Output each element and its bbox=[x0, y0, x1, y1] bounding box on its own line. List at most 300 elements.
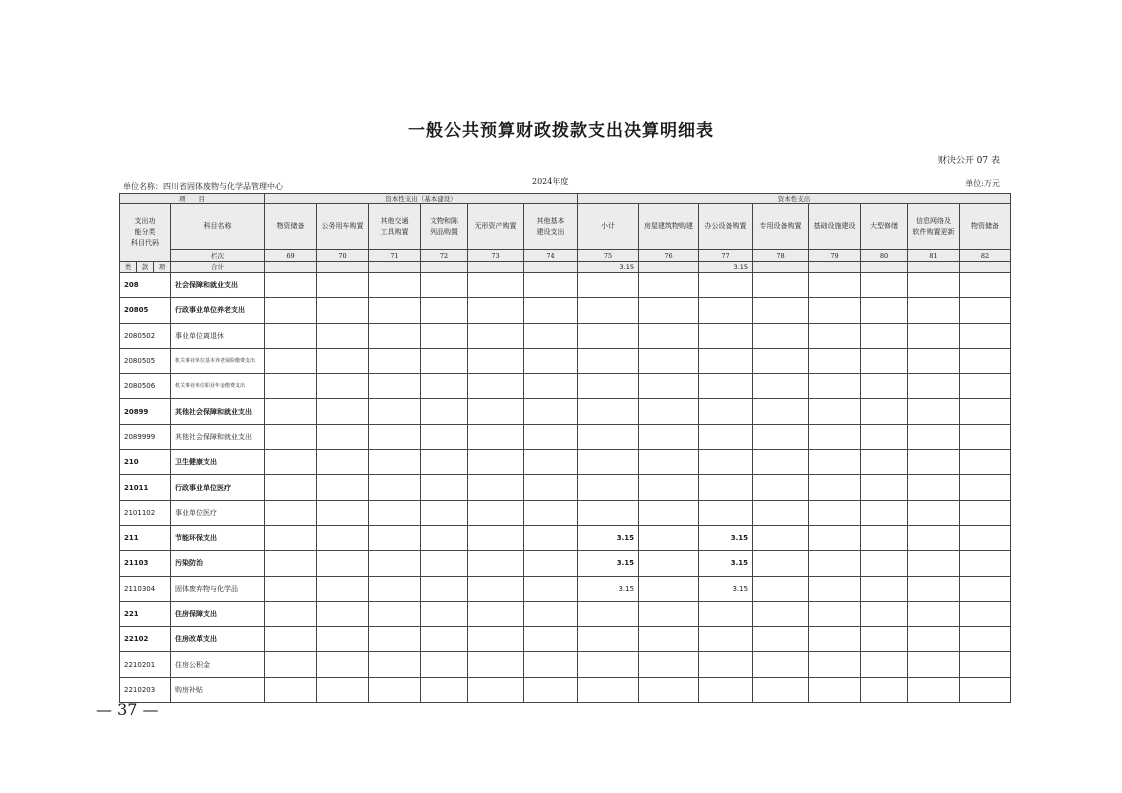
column-number: 72 bbox=[421, 250, 468, 262]
value-cell bbox=[468, 399, 524, 424]
value-cell bbox=[265, 273, 317, 298]
value-cell bbox=[960, 551, 1011, 576]
subject-name: 事业单位离退休 bbox=[171, 323, 265, 348]
group-header-capital: 资本性支出 bbox=[578, 194, 1011, 204]
value-cell bbox=[861, 551, 908, 576]
value-cell bbox=[265, 576, 317, 601]
value-cell bbox=[524, 298, 578, 323]
project-header: 项 目 bbox=[120, 194, 265, 204]
value-cell bbox=[421, 348, 468, 373]
value-cell bbox=[639, 348, 699, 373]
value-cell bbox=[578, 475, 639, 500]
total-cell bbox=[524, 262, 578, 273]
value-cell bbox=[468, 298, 524, 323]
column-number: 78 bbox=[753, 250, 809, 262]
value-cell bbox=[908, 348, 960, 373]
value-cell bbox=[317, 500, 369, 525]
value-cell bbox=[699, 348, 753, 373]
value-cell bbox=[639, 273, 699, 298]
value-cell bbox=[699, 424, 753, 449]
value-cell bbox=[524, 374, 578, 399]
column-header-line: 其他交通 bbox=[380, 216, 409, 225]
value-cell bbox=[960, 627, 1011, 652]
subject-code: 211 bbox=[120, 525, 171, 550]
value-cell bbox=[421, 374, 468, 399]
subject-code: 21011 bbox=[120, 475, 171, 500]
value-cell bbox=[699, 475, 753, 500]
column-number: 75 bbox=[578, 250, 639, 262]
subject-name: 其他社会保障和就业支出 bbox=[171, 424, 265, 449]
value-cell bbox=[753, 627, 809, 652]
value-cell bbox=[809, 348, 861, 373]
value-cell bbox=[699, 627, 753, 652]
value-cell bbox=[639, 450, 699, 475]
value-cell bbox=[753, 298, 809, 323]
value-cell bbox=[578, 374, 639, 399]
subject-name: 住房改革支出 bbox=[171, 627, 265, 652]
value-cell bbox=[639, 399, 699, 424]
subject-name: 购房补贴 bbox=[171, 677, 265, 702]
value-cell bbox=[809, 551, 861, 576]
value-cell bbox=[524, 475, 578, 500]
value-cell bbox=[753, 450, 809, 475]
value-cell bbox=[753, 348, 809, 373]
value-cell bbox=[908, 374, 960, 399]
subject-code: 210 bbox=[120, 450, 171, 475]
value-cell bbox=[317, 298, 369, 323]
value-cell bbox=[468, 627, 524, 652]
value-cell bbox=[753, 500, 809, 525]
value-cell bbox=[960, 677, 1011, 702]
value-cell: 3.15 bbox=[578, 551, 639, 576]
value-cell bbox=[753, 323, 809, 348]
value-cell bbox=[524, 601, 578, 626]
value-cell bbox=[908, 298, 960, 323]
value-cell bbox=[524, 652, 578, 677]
column-number: 71 bbox=[369, 250, 421, 262]
value-cell bbox=[809, 576, 861, 601]
value-cell bbox=[265, 298, 317, 323]
value-cell bbox=[421, 399, 468, 424]
value-cell bbox=[369, 424, 421, 449]
column-header-line: 物资储备 bbox=[276, 222, 305, 230]
currency-unit: 单位:万元 bbox=[965, 179, 1000, 188]
value-cell bbox=[753, 652, 809, 677]
subject-code: 221 bbox=[120, 601, 171, 626]
table-row bbox=[120, 273, 1011, 298]
value-cell bbox=[578, 601, 639, 626]
column-header bbox=[908, 204, 960, 250]
column-header-line: 专用设备购置 bbox=[759, 222, 802, 230]
value-cell bbox=[317, 601, 369, 626]
value-cell bbox=[524, 323, 578, 348]
lei-label: 类 bbox=[120, 262, 137, 273]
value-cell bbox=[317, 475, 369, 500]
value-cell bbox=[265, 627, 317, 652]
subject-name: 行政事业单位医疗 bbox=[171, 475, 265, 500]
column-number: 73 bbox=[468, 250, 524, 262]
value-cell bbox=[265, 601, 317, 626]
value-cell bbox=[960, 298, 1011, 323]
value-cell bbox=[578, 348, 639, 373]
value-cell bbox=[639, 652, 699, 677]
value-cell bbox=[639, 576, 699, 601]
table-row bbox=[120, 551, 1011, 576]
value-cell: 3.15 bbox=[699, 576, 753, 601]
value-cell bbox=[369, 551, 421, 576]
subject-code: 2110304 bbox=[120, 576, 171, 601]
total-cell bbox=[861, 262, 908, 273]
value-cell bbox=[809, 652, 861, 677]
column-number: 76 bbox=[639, 250, 699, 262]
table-row bbox=[120, 399, 1011, 424]
kuan-label: 款 bbox=[137, 262, 154, 273]
value-cell bbox=[369, 323, 421, 348]
subject-name: 机关事业单位基本养老保险缴费支出 bbox=[171, 348, 265, 373]
value-cell bbox=[699, 323, 753, 348]
value-cell bbox=[960, 348, 1011, 373]
value-cell bbox=[861, 323, 908, 348]
table-row bbox=[120, 348, 1011, 373]
value-cell bbox=[960, 273, 1011, 298]
subject-code: 208 bbox=[120, 273, 171, 298]
value-cell bbox=[468, 475, 524, 500]
value-cell bbox=[524, 450, 578, 475]
column-number: 82 bbox=[960, 250, 1011, 262]
value-cell bbox=[699, 450, 753, 475]
subject-name: 其他社会保障和就业支出 bbox=[171, 399, 265, 424]
value-cell bbox=[753, 525, 809, 550]
column-header-line: 建设支出 bbox=[536, 227, 565, 236]
value-cell bbox=[369, 652, 421, 677]
value-cell bbox=[861, 500, 908, 525]
value-cell bbox=[265, 551, 317, 576]
value-cell bbox=[369, 525, 421, 550]
table-row bbox=[120, 424, 1011, 449]
value-cell bbox=[468, 424, 524, 449]
value-cell bbox=[369, 348, 421, 373]
value-cell bbox=[908, 551, 960, 576]
value-cell bbox=[908, 601, 960, 626]
value-cell bbox=[809, 475, 861, 500]
value-cell bbox=[699, 399, 753, 424]
value-cell bbox=[421, 500, 468, 525]
value-cell bbox=[699, 374, 753, 399]
value-cell bbox=[468, 525, 524, 550]
value-cell bbox=[421, 677, 468, 702]
value-cell bbox=[578, 627, 639, 652]
value-cell bbox=[960, 424, 1011, 449]
table-row bbox=[120, 323, 1011, 348]
value-cell bbox=[809, 399, 861, 424]
column-header-line: 其他基本 bbox=[536, 216, 565, 225]
value-cell bbox=[468, 500, 524, 525]
lanci-label: 栏次 bbox=[171, 250, 265, 262]
value-cell bbox=[421, 601, 468, 626]
value-cell bbox=[699, 298, 753, 323]
column-number: 77 bbox=[699, 250, 753, 262]
column-header-line: 公务用车购置 bbox=[321, 222, 364, 230]
value-cell bbox=[317, 652, 369, 677]
value-cell bbox=[369, 576, 421, 601]
column-header-line: 房屋建筑物购建 bbox=[644, 222, 694, 230]
total-cell: 3.15 bbox=[699, 262, 753, 273]
subject-code: 2080502 bbox=[120, 323, 171, 348]
subject-code: 2101102 bbox=[120, 500, 171, 525]
column-header bbox=[809, 204, 861, 250]
column-header-line: 工具购置 bbox=[380, 227, 409, 236]
value-cell bbox=[753, 424, 809, 449]
value-cell bbox=[861, 348, 908, 373]
value-cell bbox=[317, 450, 369, 475]
value-cell bbox=[578, 323, 639, 348]
page-number: — 37 — bbox=[96, 700, 159, 719]
value-cell: 3.15 bbox=[699, 551, 753, 576]
value-cell bbox=[809, 500, 861, 525]
value-cell bbox=[524, 525, 578, 550]
value-cell bbox=[960, 399, 1011, 424]
value-cell bbox=[861, 576, 908, 601]
value-cell bbox=[861, 677, 908, 702]
subject-code: 2080505 bbox=[120, 348, 171, 373]
value-cell bbox=[639, 601, 699, 626]
value-cell bbox=[908, 450, 960, 475]
total-cell bbox=[960, 262, 1011, 273]
table-row bbox=[120, 576, 1011, 601]
value-cell bbox=[960, 450, 1011, 475]
value-cell bbox=[468, 601, 524, 626]
column-header bbox=[421, 204, 468, 250]
value-cell bbox=[265, 475, 317, 500]
subject-name: 行政事业单位养老支出 bbox=[171, 298, 265, 323]
value-cell bbox=[639, 374, 699, 399]
column-number: 69 bbox=[265, 250, 317, 262]
value-cell bbox=[861, 424, 908, 449]
table-row bbox=[120, 475, 1011, 500]
value-cell bbox=[468, 677, 524, 702]
total-cell bbox=[468, 262, 524, 273]
value-cell bbox=[317, 627, 369, 652]
subject-code: 20899 bbox=[120, 399, 171, 424]
column-header-line: 列品购置 bbox=[430, 227, 458, 236]
value-cell bbox=[809, 323, 861, 348]
value-cell bbox=[908, 399, 960, 424]
total-cell: 3.15 bbox=[578, 262, 639, 273]
value-cell bbox=[809, 627, 861, 652]
value-cell bbox=[908, 627, 960, 652]
column-header bbox=[639, 204, 699, 250]
value-cell bbox=[960, 525, 1011, 550]
column-header bbox=[699, 204, 753, 250]
subject-name: 卫生健康支出 bbox=[171, 450, 265, 475]
value-cell bbox=[908, 323, 960, 348]
value-cell bbox=[265, 500, 317, 525]
column-header bbox=[265, 204, 317, 250]
value-cell bbox=[699, 601, 753, 626]
value-cell bbox=[578, 652, 639, 677]
value-cell bbox=[960, 652, 1011, 677]
value-cell bbox=[639, 298, 699, 323]
value-cell bbox=[960, 601, 1011, 626]
value-cell bbox=[468, 323, 524, 348]
value-cell bbox=[524, 500, 578, 525]
value-cell bbox=[265, 424, 317, 449]
value-cell bbox=[524, 273, 578, 298]
value-cell bbox=[809, 424, 861, 449]
column-number: 79 bbox=[809, 250, 861, 262]
value-cell bbox=[753, 374, 809, 399]
value-cell bbox=[421, 525, 468, 550]
value-cell bbox=[265, 652, 317, 677]
column-header-line: 大型修缮 bbox=[870, 222, 899, 230]
value-cell bbox=[317, 374, 369, 399]
subject-name: 住房保障支出 bbox=[171, 601, 265, 626]
value-cell bbox=[908, 677, 960, 702]
form-code: 财决公开 07 表 bbox=[937, 156, 1000, 166]
value-cell bbox=[421, 475, 468, 500]
value-cell bbox=[265, 525, 317, 550]
column-header-line: 办公设备购置 bbox=[704, 222, 747, 230]
total-label: 合计 bbox=[171, 262, 265, 273]
value-cell bbox=[468, 450, 524, 475]
value-cell bbox=[753, 399, 809, 424]
column-header-line: 无形资产购置 bbox=[474, 222, 517, 230]
value-cell bbox=[908, 576, 960, 601]
value-cell bbox=[421, 450, 468, 475]
table-row bbox=[120, 601, 1011, 626]
value-cell bbox=[421, 576, 468, 601]
column-header bbox=[524, 204, 578, 250]
subject-name: 机关事业单位职业年金缴费支出 bbox=[171, 374, 265, 399]
value-cell bbox=[421, 627, 468, 652]
value-cell bbox=[960, 500, 1011, 525]
column-number: 81 bbox=[908, 250, 960, 262]
subject-code: 22102 bbox=[120, 627, 171, 652]
column-header-line: 信息网络及 bbox=[916, 216, 952, 225]
subject-name: 节能环保支出 bbox=[171, 525, 265, 550]
subject-name: 事业单位医疗 bbox=[171, 500, 265, 525]
column-header-line: 文物和陈 bbox=[430, 216, 458, 225]
value-cell bbox=[468, 348, 524, 373]
column-header-line: 小计 bbox=[601, 222, 616, 230]
value-cell bbox=[468, 374, 524, 399]
value-cell bbox=[639, 323, 699, 348]
value-cell bbox=[578, 298, 639, 323]
value-cell bbox=[861, 627, 908, 652]
subject-name: 固体废弃物与化学品 bbox=[171, 576, 265, 601]
value-cell bbox=[861, 374, 908, 399]
value-cell bbox=[317, 323, 369, 348]
value-cell bbox=[753, 677, 809, 702]
table-header bbox=[120, 194, 1011, 273]
value-cell bbox=[468, 273, 524, 298]
column-number: 74 bbox=[524, 250, 578, 262]
value-cell bbox=[861, 273, 908, 298]
total-cell bbox=[369, 262, 421, 273]
table-row bbox=[120, 627, 1011, 652]
column-header bbox=[578, 204, 639, 250]
code-header-line: 支出功 bbox=[134, 217, 156, 225]
code-header bbox=[120, 204, 171, 262]
value-cell bbox=[369, 450, 421, 475]
value-cell bbox=[578, 424, 639, 449]
value-cell bbox=[265, 374, 317, 399]
table-row bbox=[120, 450, 1011, 475]
subject-code: 2089999 bbox=[120, 424, 171, 449]
value-cell bbox=[861, 399, 908, 424]
subject-name: 污染防治 bbox=[171, 551, 265, 576]
column-header bbox=[468, 204, 524, 250]
subject-code: 2210203 bbox=[120, 677, 171, 702]
value-cell bbox=[639, 475, 699, 500]
value-cell bbox=[809, 677, 861, 702]
value-cell bbox=[699, 500, 753, 525]
total-cell bbox=[265, 262, 317, 273]
value-cell bbox=[524, 399, 578, 424]
value-cell bbox=[809, 525, 861, 550]
group-header-basic: 资本性支出（基本建设） bbox=[265, 194, 578, 204]
unit-name: 单位名称：四川省固体废物与化学品管理中心 bbox=[123, 182, 283, 191]
total-cell bbox=[753, 262, 809, 273]
value-cell bbox=[524, 348, 578, 373]
column-header-line: 基础设施建设 bbox=[813, 222, 856, 230]
total-cell bbox=[809, 262, 861, 273]
value-cell bbox=[317, 677, 369, 702]
value-cell bbox=[908, 500, 960, 525]
column-number: 80 bbox=[861, 250, 908, 262]
value-cell bbox=[861, 652, 908, 677]
column-header bbox=[861, 204, 908, 250]
value-cell bbox=[809, 601, 861, 626]
value-cell bbox=[578, 399, 639, 424]
subject-name: 社会保障和就业支出 bbox=[171, 273, 265, 298]
value-cell bbox=[468, 652, 524, 677]
total-cell bbox=[639, 262, 699, 273]
value-cell bbox=[317, 525, 369, 550]
value-cell bbox=[369, 627, 421, 652]
code-header-line: 科目代码 bbox=[131, 239, 159, 247]
value-cell bbox=[960, 576, 1011, 601]
xiang-label: 项 bbox=[154, 262, 171, 273]
column-header-line: 软件购置更新 bbox=[912, 227, 955, 236]
value-cell bbox=[753, 551, 809, 576]
value-cell bbox=[639, 677, 699, 702]
value-cell bbox=[753, 273, 809, 298]
value-cell bbox=[369, 374, 421, 399]
value-cell bbox=[369, 677, 421, 702]
table-row bbox=[120, 374, 1011, 399]
value-cell bbox=[369, 601, 421, 626]
table-row bbox=[120, 652, 1011, 677]
fiscal-year: 2024年度 bbox=[532, 177, 569, 186]
value-cell bbox=[753, 601, 809, 626]
value-cell bbox=[809, 273, 861, 298]
value-cell bbox=[578, 450, 639, 475]
table-row bbox=[120, 525, 1011, 550]
value-cell bbox=[369, 500, 421, 525]
value-cell: 3.15 bbox=[578, 525, 639, 550]
value-cell: 3.15 bbox=[578, 576, 639, 601]
value-cell bbox=[639, 424, 699, 449]
column-header bbox=[317, 204, 369, 250]
table-row bbox=[120, 500, 1011, 525]
subject-code: 20805 bbox=[120, 298, 171, 323]
value-cell bbox=[639, 500, 699, 525]
value-cell bbox=[753, 475, 809, 500]
value-cell bbox=[861, 298, 908, 323]
total-cell bbox=[317, 262, 369, 273]
subject-code: 2210201 bbox=[120, 652, 171, 677]
